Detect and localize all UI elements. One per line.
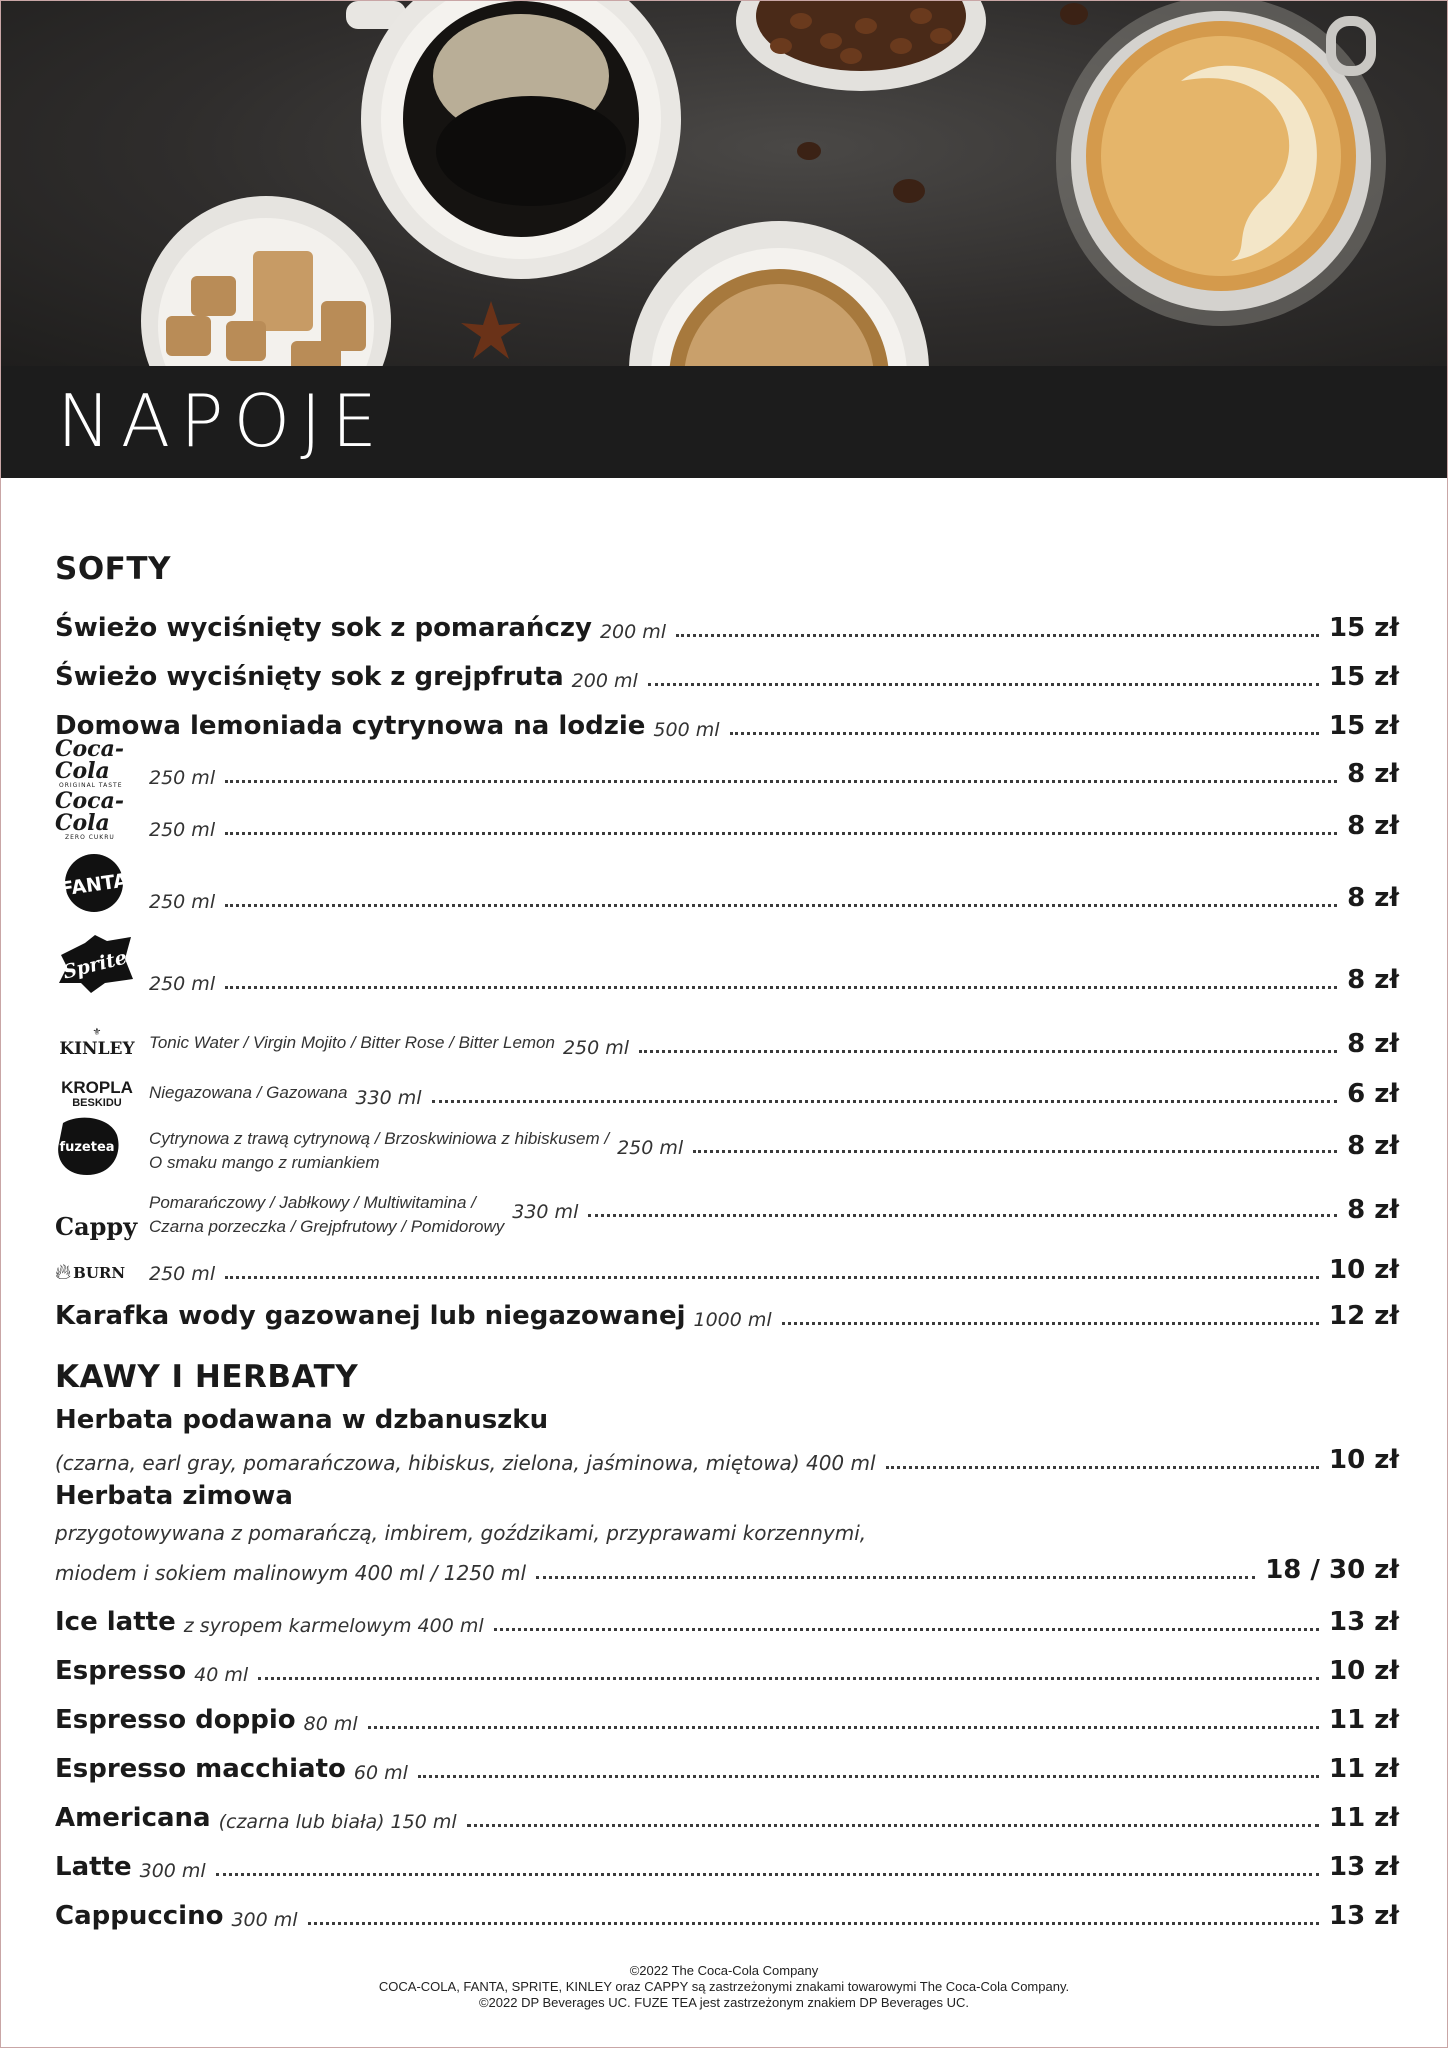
dot-leader <box>225 1276 1319 1279</box>
brand-name: FANTA <box>59 869 130 901</box>
dot-leader <box>225 904 1337 907</box>
brand-sub: BESKIDU <box>72 1097 122 1109</box>
crest-icon: ⚜ <box>92 1027 102 1038</box>
menu-item <box>55 1289 1399 1331</box>
item-price: 8 zł <box>1347 759 1399 789</box>
dot-leader <box>886 1466 1319 1469</box>
kropla-beskidu-logo <box>55 1079 139 1109</box>
item-volume: 300 ml <box>139 1860 206 1882</box>
menu-item <box>55 788 1399 841</box>
brand-sub: ORIGINAL TASTE <box>59 782 123 789</box>
item-price: 8 zł <box>1347 965 1399 995</box>
item-detail: miodem i sokiem malinowym 400 ml / 1250 ml <box>55 1561 527 1585</box>
item-volume: 250 ml <box>149 891 216 913</box>
item-name: Domowa lemoniada cytrynowa na lodzie <box>55 711 646 741</box>
dot-leader <box>693 1150 1337 1153</box>
item-name: Herbata podawana w dzbanuszku <box>55 1405 549 1435</box>
item-price: 11 zł <box>1328 1803 1399 1833</box>
dot-leader <box>225 832 1337 835</box>
dot-leader <box>216 1873 1319 1876</box>
brand-name: KROPLA <box>61 1078 133 1097</box>
dot-leader <box>418 1775 1319 1778</box>
dot-leader <box>258 1677 1319 1680</box>
menu-item <box>55 601 1399 643</box>
item-price: 13 zł <box>1328 1901 1399 1931</box>
menu-item <box>55 1595 1399 1637</box>
item-description: Czarna porzeczka / Grejpfrutowy / Pomidorowy <box>149 1217 505 1236</box>
menu-item <box>55 1889 1399 1931</box>
item-volume: 300 ml <box>231 1909 298 1931</box>
item-description-block <box>149 1193 504 1237</box>
menu-item <box>55 1181 1399 1241</box>
brand-name: fuzetea <box>59 1140 115 1155</box>
menu-item <box>55 699 1399 741</box>
dot-leader <box>494 1628 1319 1631</box>
dot-leader <box>308 1922 1319 1925</box>
footer-line: COCA-COLA, FANTA, SPRITE, KINLEY oraz CAPPY są zastrzeżonymi znakami towarowymi The Coca-Cola Company. <box>378 1979 1070 1994</box>
fuzetea-logo <box>55 1115 139 1177</box>
dot-leader <box>730 732 1319 735</box>
item-volume: 200 ml <box>571 670 638 692</box>
item-name: Świeżo wyciśnięty sok z pomarańczy <box>55 613 592 643</box>
item-name: Cappuccino <box>55 1901 224 1931</box>
item-name: Herbata zimowa <box>55 1481 293 1511</box>
item-price: 13 zł <box>1328 1607 1399 1637</box>
item-volume: 250 ml <box>149 819 216 841</box>
dot-leader <box>588 1214 1337 1217</box>
fanta-logo <box>55 853 139 913</box>
item-volume: (czarna lub biała) 150 ml <box>218 1811 457 1833</box>
brand-name: Sprite <box>60 946 130 984</box>
item-detail: (czarna, earl gray, pomarańczowa, hibiskus, zielona, jaśminowa, miętowa) 400 ml <box>55 1451 876 1475</box>
item-volume: 250 ml <box>562 1037 630 1059</box>
brand-name: BURN <box>73 1263 126 1282</box>
brand-name: KINLEY <box>59 1039 135 1059</box>
dot-leader <box>225 986 1337 989</box>
burn-logo <box>55 1260 139 1285</box>
item-price: 15 zł <box>1328 711 1399 741</box>
dot-leader <box>432 1100 1338 1103</box>
item-name: Americana <box>55 1803 211 1833</box>
item-description: Tonic Water / Virgin Mojito / Bitter Rose / Bitter Lemon <box>149 1033 555 1052</box>
item-name: Espresso macchiato <box>55 1754 346 1784</box>
item-volume: 200 ml <box>599 621 667 643</box>
page-title: NAPOJE <box>57 379 387 463</box>
menu-item <box>55 1067 1399 1109</box>
menu-item <box>55 1549 1399 1585</box>
item-price: 15 zł <box>1328 613 1399 643</box>
item-price: 11 zł <box>1328 1705 1399 1735</box>
item-name: Ice latte <box>55 1607 176 1637</box>
item-price: 8 zł <box>1347 1131 1399 1161</box>
brand-sub: ZERO CUKRU <box>65 834 115 841</box>
section-heading-softy: SOFTY <box>55 551 171 587</box>
dot-leader <box>676 634 1319 637</box>
menu-item <box>55 650 1399 692</box>
footer-line: ©2022 The Coca-Cola Company <box>629 1963 819 1978</box>
item-volume: 330 ml <box>355 1087 422 1109</box>
coffee-photo-illustration <box>1 1 1447 366</box>
title-bar <box>1 366 1447 478</box>
section-heading-kawy-i-herbaty: KAWY I HERBATY <box>55 1359 359 1395</box>
item-price: 8 zł <box>1347 883 1399 913</box>
brand-name: Coca-Cola <box>55 736 124 784</box>
menu-item <box>55 1693 1399 1735</box>
sprite-logo <box>55 933 139 995</box>
hero-coffee-photo <box>1 1 1447 366</box>
item-price: 10 zł <box>1328 1656 1399 1686</box>
coca-cola-zero-logo <box>55 790 139 841</box>
footer-line: ©2022 DP Beverages UC. FUZE TEA jest zastrzeżonym znakiem DP Beverages UC. <box>478 1995 970 2010</box>
fuzetea-badge-icon <box>55 1115 121 1177</box>
menu-item <box>55 1840 1399 1882</box>
menu-item <box>55 736 1399 789</box>
item-description: Cytrynowa z trawą cytrynową / Brzoskwiniowa z hibiskusem / <box>149 1129 610 1148</box>
cappy-logo <box>55 1212 139 1241</box>
item-name: Espresso <box>55 1656 187 1686</box>
kinley-logo <box>55 1027 139 1059</box>
item-volume: 1000 ml <box>693 1309 772 1331</box>
item-volume: 250 ml <box>149 1263 216 1285</box>
dot-leader <box>782 1322 1319 1325</box>
brand-name: Coca-Cola <box>55 788 124 836</box>
dot-leader <box>648 683 1319 686</box>
item-price: 13 zł <box>1328 1852 1399 1882</box>
flame-icon: 🔥︎ <box>55 1260 72 1285</box>
dot-leader <box>225 780 1337 783</box>
dot-leader <box>536 1576 1255 1579</box>
menu-item <box>55 933 1399 995</box>
item-description: Niegazowana / Gazowana <box>149 1083 348 1102</box>
item-volume: 80 ml <box>303 1713 358 1735</box>
item-price: 10 zł <box>1328 1255 1399 1285</box>
item-price: 8 zł <box>1347 1029 1399 1059</box>
item-name: Świeżo wyciśnięty sok z grejpfruta <box>55 662 564 692</box>
item-price: 11 zł <box>1328 1754 1399 1784</box>
item-price: 18 / 30 zł <box>1265 1555 1399 1585</box>
item-name: Espresso doppio <box>55 1705 296 1735</box>
item-volume: 500 ml <box>653 719 720 741</box>
brand-name: Cappy <box>55 1212 138 1241</box>
item-volume: 250 ml <box>149 973 216 995</box>
item-price: 8 zł <box>1347 811 1399 841</box>
item-volume: 40 ml <box>194 1664 249 1686</box>
item-volume: 250 ml <box>149 767 216 789</box>
dot-leader <box>368 1726 1319 1729</box>
item-volume: 330 ml <box>512 1201 579 1223</box>
fanta-badge-icon <box>55 853 133 913</box>
menu-item <box>55 1439 1399 1475</box>
item-name: Karafka wody gazowanej lub niegazowanej <box>55 1301 686 1331</box>
sprite-badge-icon <box>55 933 137 995</box>
menu-item <box>55 1015 1399 1059</box>
menu-item <box>55 1113 1399 1177</box>
item-volume: z syropem karmelowym 400 ml <box>183 1615 484 1637</box>
dot-leader <box>467 1824 1319 1827</box>
item-price: 15 zł <box>1328 662 1399 692</box>
menu-item <box>55 1791 1399 1833</box>
item-price: 8 zł <box>1347 1195 1399 1225</box>
item-name: Latte <box>55 1852 132 1882</box>
item-volume: 250 ml <box>617 1137 684 1159</box>
menu-item <box>55 1644 1399 1686</box>
legal-footer <box>1 1963 1447 2011</box>
item-description: O smaku mango z rumiankiem <box>149 1153 380 1172</box>
menu-item <box>55 1243 1399 1285</box>
item-description: Pomarańczowy / Jabłkowy / Multiwitamina / <box>149 1193 476 1212</box>
item-price: 10 zł <box>1328 1445 1399 1475</box>
menu-item <box>55 1742 1399 1784</box>
item-description-block <box>149 1129 609 1173</box>
item-volume: 60 ml <box>353 1762 408 1784</box>
item-detail: przygotowywana z pomarańczą, imbirem, goździkami, przyprawami korzennymi, <box>55 1521 867 1545</box>
coca-cola-logo <box>55 738 139 789</box>
dot-leader <box>639 1050 1337 1053</box>
item-price: 6 zł <box>1347 1079 1399 1109</box>
item-price: 12 zł <box>1328 1301 1399 1331</box>
menu-item <box>55 853 1399 913</box>
